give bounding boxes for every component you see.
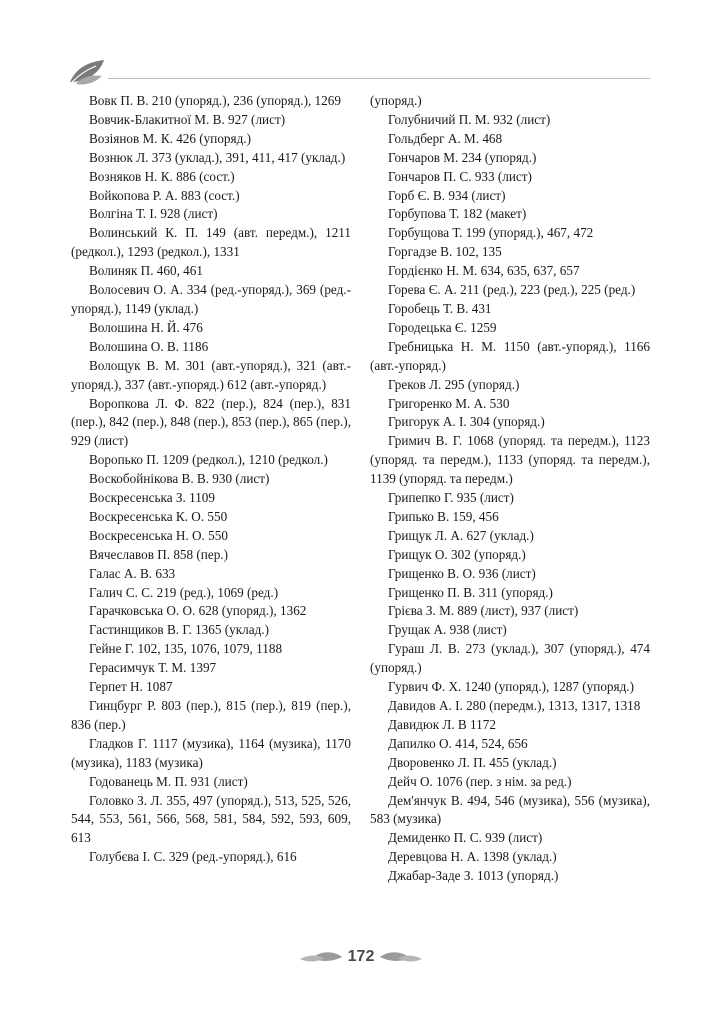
index-entry: Гейне Г. 102, 135, 1076, 1079, 1188	[89, 641, 283, 657]
index-entry: Вознюк Л. 373 (уклад.), 391, 411, 417 (уклад.)	[89, 149, 346, 165]
index-entry: Городецька Є. 1259	[388, 319, 497, 335]
index-entry: Гримич В. Г. 1068 (упоряд. та передм.), 1123 (упоряд. та передм.), 1133 (упоряд. та передм.), 1139 (упоряд. та передм.)	[370, 433, 650, 487]
index-entry: Гладков Г. 1117 (музика), 1164 (музика), 1170 (музика), 1183 (музика)	[71, 735, 351, 770]
index-entry: Грищенко П. В. 311 (упоряд.)	[388, 584, 553, 600]
index-entry: Волощук В. М. 301 (авт.-упоряд.), 321 (авт.-упоряд.), 337 (авт.-упоряд.) 612 (авт.-упоряд.)	[71, 357, 351, 392]
leaf-ornament-icon	[66, 52, 110, 88]
index-entry: Давидов А. І. 280 (передм.), 1313, 1317, 1318	[388, 698, 641, 713]
index-entry: Гарачковська О. О. 628 (упоряд.), 1362	[89, 603, 307, 619]
index-entry: Гончаров П. С. 933 (лист)	[388, 168, 532, 184]
index-entry: Герасимчук Т. М. 1397	[89, 660, 217, 676]
index-entry: Галас А. В. 633	[89, 565, 176, 581]
index-entry: Волошина Н. Й. 476	[89, 319, 203, 335]
index-entry: Гольдберг А. М. 468	[388, 130, 503, 146]
index-entry: Гураш Л. В. 273 (уклад.), 307 (упоряд.), 474 (упоряд.)	[370, 641, 650, 676]
index-entry: Горб Є. В. 934 (лист)	[388, 187, 506, 203]
index-entry: Дейч О. 1076 (пер. з нім. за ред.)	[388, 773, 572, 789]
index-entry: Воропько П. 1209 (редкол.), 1210 (редкол.)	[89, 452, 328, 468]
index-entry: Григорук А. І. 304 (упоряд.)	[388, 414, 545, 430]
index-entry: Грієва З. М. 889 (лист), 937 (лист)	[388, 603, 579, 619]
index-entry: Грищенко В. О. 936 (лист)	[388, 565, 536, 581]
index-entry: Гинцбург Р. 803 (пер.), 815 (пер.), 819 (пер.), 836 (пер.)	[71, 698, 351, 732]
index-entry: Дапилко О. 414, 524, 656	[388, 735, 528, 751]
index-entry: Греков Л. 295 (упоряд.)	[388, 376, 520, 392]
index-entry: Грипько В. 159, 456	[388, 508, 499, 524]
index-entry: Голубєва І. С. 329 (ред.-упоряд.), 616	[89, 849, 297, 865]
index-entry: Гастинщиков В. Г. 1365 (уклад.)	[89, 622, 269, 638]
index-entry: Вовчик-Блакитної М. В. 927 (лист)	[89, 111, 286, 127]
index-entry: Головко З. Л. 355, 497 (упоряд.), 513, 525, 526, 544, 553, 561, 566, 568, 581, 584, 592, 593, 609, 613	[71, 792, 351, 846]
page-number: 172	[347, 948, 375, 965]
index-entry: Григоренко М. А. 530	[388, 395, 510, 411]
index-entry: Грищук Л. А. 627 (уклад.)	[388, 527, 534, 543]
index-entry: Горобець Т. В. 431	[388, 300, 492, 316]
index-entry: Герпет Н. 1087	[89, 679, 173, 695]
index-entry: Волинський К. П. 149 (авт. передм.), 1211 (редкол.), 1293 (редкол.), 1331	[71, 225, 351, 260]
index-entry: Демиденко П. С. 939 (лист)	[388, 830, 543, 846]
index-entry: Гребницька Н. М. 1150 (авт.-упоряд.), 1166 (авт.-упоряд.)	[370, 338, 650, 373]
index-entry: Деревцова Н. А. 1398 (уклад.)	[388, 849, 557, 865]
index-entry: Войкопова Р. А. 883 (сост.)	[89, 187, 240, 203]
index-entry: Дворовенко Л. П. 455 (уклад.)	[388, 754, 557, 770]
index-entry: Горбущова Т. 199 (упоряд.), 467, 472	[388, 225, 594, 241]
index-entry: Голубничий П. М. 932 (лист)	[388, 111, 551, 127]
index-entry: Воскресенська З. 1109	[89, 490, 215, 506]
header-rule	[108, 78, 650, 79]
index-entry: Галич С. С. 219 (ред.), 1069 (ред.)	[89, 584, 279, 600]
index-entry: Джабар-Заде З. 1013 (упоряд.)	[388, 868, 559, 884]
index-entry: Волиняк П. 460, 461	[89, 263, 203, 279]
index-entry: Грищук О. 302 (упоряд.)	[388, 546, 526, 562]
index-entry: Горева Є. А. 211 (ред.), 223 (ред.), 225 (ред.)	[388, 282, 636, 298]
index-entry: Воскобойнікова В. В. 930 (лист)	[89, 471, 270, 487]
index-entry: Гурвич Ф. Х. 1240 (упоряд.), 1287 (упоряд.)	[388, 679, 634, 695]
index-entry: Гончаров М. 234 (упоряд.)	[388, 149, 537, 165]
index-entry: Волгіна Т. І. 928 (лист)	[89, 206, 218, 222]
index-entry: Волосевич О. А. 334 (ред.-упоряд.), 369 (ред.-упоряд.), 1149 (уклад.)	[71, 282, 351, 316]
index-entry: Воскресенська К. О. 550	[89, 508, 228, 524]
index-entry: Волошина О. В. 1186	[89, 338, 209, 354]
index-column-right	[370, 92, 650, 886]
index-entry: Вячеславов П. 858 (пер.)	[89, 546, 228, 562]
index-entry: Гордієнко Н. М. 634, 635, 637, 657	[388, 263, 580, 279]
index-entry: Возняков Н. К. 886 (сост.)	[89, 168, 235, 184]
index-entry: Горбупова Т. 182 (макет)	[388, 206, 527, 222]
index-entry: (упоряд.)	[370, 93, 422, 108]
index-entry: Давидюк Л. В 1172	[388, 716, 496, 732]
index-entry: Грущак А. 938 (лист)	[388, 622, 507, 638]
index-entry: Вовк П. В. 210 (упоряд.), 236 (упоряд.), 1269	[89, 93, 341, 108]
index-entry: Воропкова Л. Ф. 822 (пер.), 824 (пер.), 831 (пер.), 842 (пер.), 848 (пер.), 853 (пер.), 865 (пер.), 929 (лист)	[71, 395, 351, 449]
index-entry: Грипепко Г. 935 (лист)	[388, 490, 514, 506]
index-entry: Воскресенська Н. О. 550	[89, 527, 228, 543]
index-entry: Дем'янчук В. 494, 546 (музика), 556 (музика), 583 (музика)	[370, 792, 650, 827]
index-entry: Горгадзе В. 102, 135	[388, 244, 502, 260]
index-column-left	[71, 92, 351, 867]
index-entry: Годованець М. П. 931 (лист)	[89, 773, 248, 789]
index-entry: Возіянов М. К. 426 (упоряд.)	[89, 130, 251, 146]
